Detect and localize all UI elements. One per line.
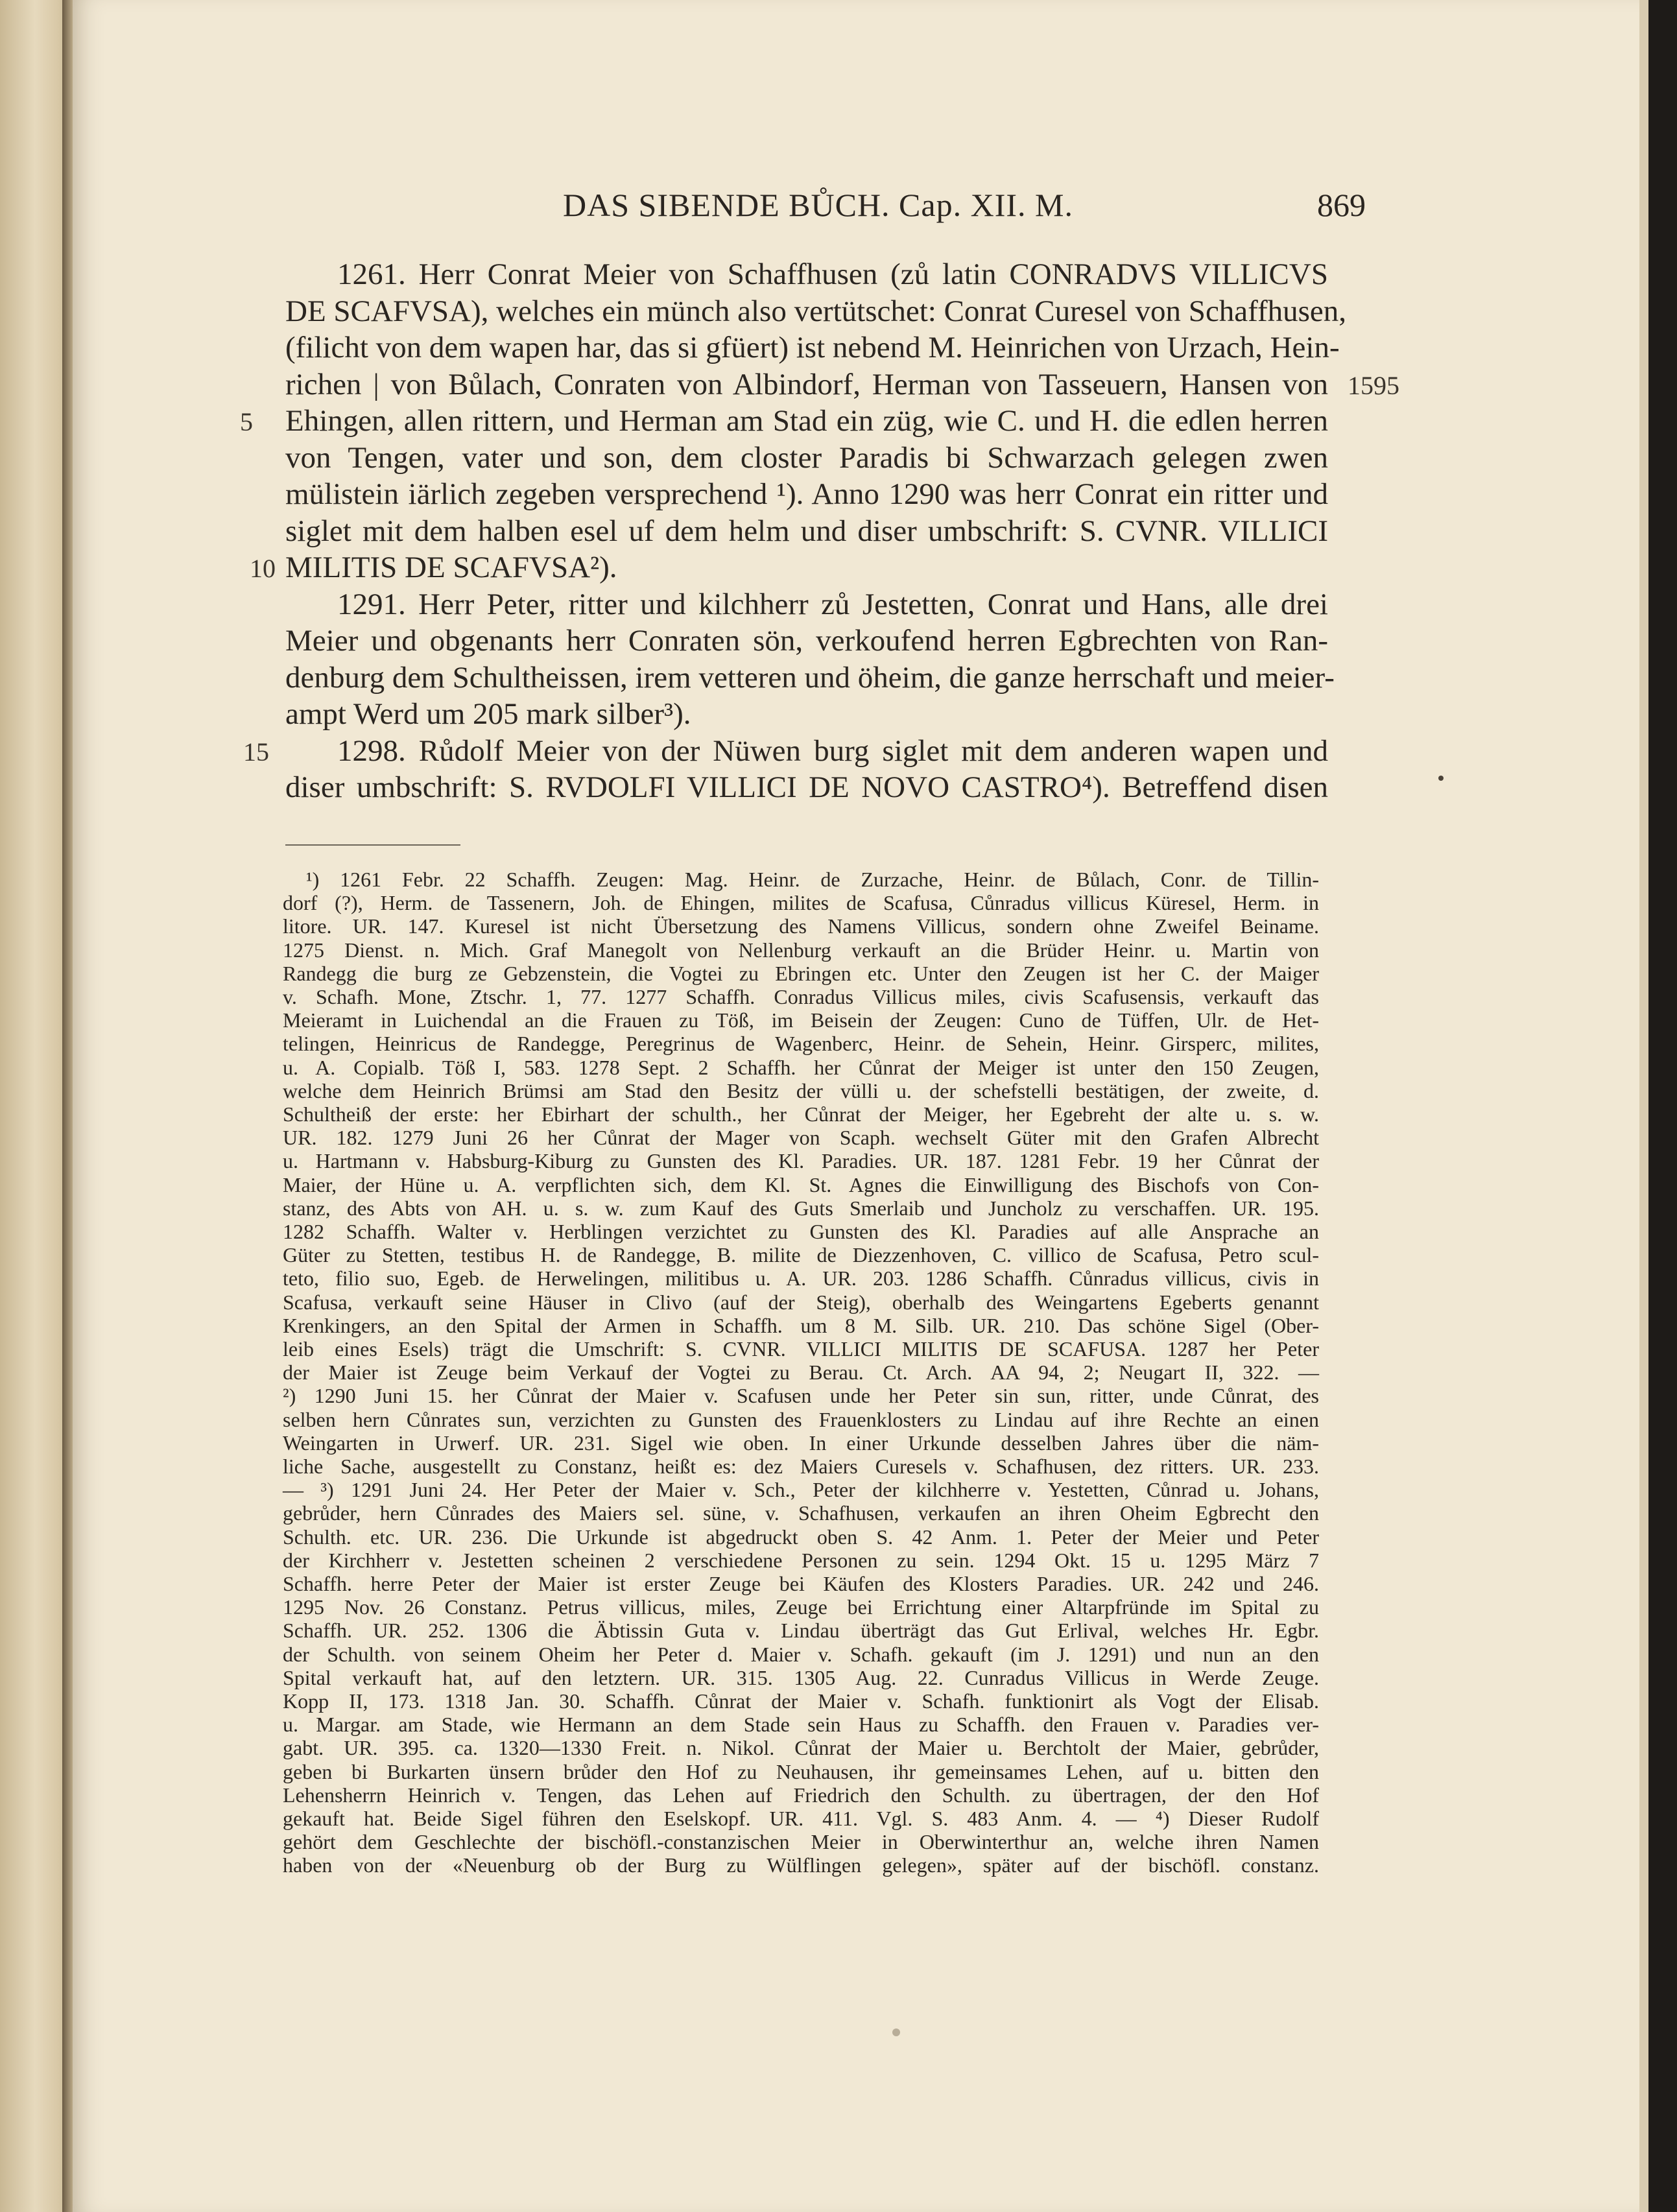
footnote-line: Maier, der Hüne u. A. verpflichten sich, dem Kl. St. Agnes die Einwilligung des Bischofs von Con- <box>283 1172 1319 1196</box>
footnote-line: Güter zu Stetten, testibus H. de Randegge, B. milite de Diezzenhoven, C. villico de Scafusa, Petro scul- <box>283 1243 1319 1267</box>
body-line: diser umbschrift: S. RVDOLFI VILLICI DE NOVO CASTRO⁴). Betreffend disen <box>285 770 1328 804</box>
footnote-line: 1275 Dienst. n. Mich. Graf Manegolt von Nellenburg verkauft an die Brüder Heinr. u. Martin von <box>283 938 1319 962</box>
footnote-line: u. Hartmann v. Habsburg-Kiburg zu Gunsten des Kl. Paradies. UR. 187. 1281 Febr. 19 her Cůnrat der <box>283 1149 1319 1173</box>
footnote-line: ¹) 1261 Febr. 22 Schaffh. Zeugen: Mag. Heinr. de Zurzache, Heinr. de Bůlach, Conr. de Tillin- <box>306 868 1319 891</box>
footnote-line: ²) 1290 Juni 15. her Cůnrat der Maier v. Scafusen unde her Peter sin sun, ritter, unde Cůnrat, des <box>283 1384 1319 1408</box>
footnote-line: gabt. UR. 395. ca. 1320—1330 Freit. n. Nikol. Cůnrat der Maier u. Berchtolt der Maier, gebrůder, <box>283 1736 1319 1760</box>
footnote-line: Schaffh. herre Peter der Maier ist erster Zeuge bei Käufen des Klosters Paradies. UR. 242 und 246. <box>283 1572 1319 1595</box>
footnote-line: Randegg die burg ze Gebzenstein, die Vogtei zu Ebringen etc. Unter den Zeugen ist her C. der Maiger <box>283 961 1319 985</box>
footnote-line: UR. 182. 1279 Juni 26 her Cůnrat der Mager von Scaph. wechselt Güter mit den Grafen Albrecht <box>283 1126 1319 1150</box>
page-number: 869 <box>1317 187 1366 223</box>
footnote-line: Kopp II, 173. 1318 Jan. 30. Schaffh. Cůnrat der Maier v. Schafh. funktionirt als Vogt der Elisab. <box>283 1689 1319 1713</box>
footnote-line: der Kirchherr v. Jestetten scheinen 2 verschiedene Personen zu sein. 1294 Okt. 15 u. 1295 März 7 <box>283 1548 1319 1572</box>
body-line: (filicht von dem wapen har, das si gfüert) ist nebend M. Heinrichen von Urzach, Hein- <box>285 331 1340 364</box>
body-line: mülistein iärlich zegeben versprechend ¹). Anno 1290 was herr Conrat ein ritter und <box>285 477 1328 511</box>
footnote-rule <box>285 844 460 846</box>
body-line: von Tengen, vater und son, dem closter Paradis bi Schwarzach gelegen zwen <box>285 440 1328 475</box>
footnote-line: Krenkingers, an den Spital der Armen in Schaffh. um 8 M. Silb. UR. 210. Das schöne Sigel (Ober- <box>283 1313 1319 1337</box>
footnote-line: haben von der «Neuenburg ob der Burg zu Wülflingen gelegen», später auf der bischöfl. constanz. <box>283 1853 1319 1877</box>
footnote-line: Spital verkauft hat, auf den letztern. UR. 315. 1305 Aug. 22. Cunradus Villicus in Werde Zeuge. <box>283 1665 1319 1689</box>
footnote-line: dorf (?), Herm. de Tassenern, Joh. de Ehingen, milites de Scafusa, Cůnradus villicus Küresel, Herm. in <box>283 891 1319 915</box>
footnote-line: Meieramt in Luichendal an die Frauen zu Töß, im Beisein der Zeugen: Cuno de Tüffen, Ulr. de Het- <box>283 1008 1319 1032</box>
body-line: 1261. Herr Conrat Meier von Schaffhusen (zů latin CONRADVS VILLICVS <box>337 257 1328 291</box>
body-line: richen | von Bůlach, Conraten von Albindorf, Herman von Tasseuern, Hansen von <box>285 367 1328 401</box>
footnote-line: Lehensherrn Heinrich v. Tengen, das Lehen auf Friedrich den Schulth. zu übertragen, der den Hof <box>283 1783 1319 1807</box>
footnote-line: der Schulth. von seinem Oheim her Peter d. Maier v. Schafh. gekauft (im J. 1291) und nun an den <box>283 1642 1319 1666</box>
footnote-line: Scafusa, verkauft seine Häuser in Clivo (auf der Steig), oberhalb des Weingartens Egeberts genannt <box>283 1290 1319 1314</box>
running-head <box>563 186 1366 232</box>
margin-line-number: 10 <box>250 554 276 583</box>
footnote-line: geben bi Burkarten ünsern brůder den Hof zu Neuhausen, ihr gemeinsames Lehen, auf u. bitten den <box>283 1759 1319 1783</box>
body-line: siglet mit dem halben esel uf dem helm und diser umbschrift: S. CVNR. VILLICI <box>285 514 1328 548</box>
body-line: ampt Werd um 205 mark silber³). <box>285 697 691 731</box>
footnote-line: u. A. Copialb. Töß I, 583. 1278 Sept. 2 Schaffh. her Cůnrat der Meiger ist unter den 150 Zeugen, <box>283 1055 1319 1079</box>
body-line: 1298. Růdolf Meier von der Nüwen burg siglet mit dem anderen wapen und <box>337 733 1328 768</box>
body-line: Meier und obgenants herr Conraten sön, verkoufend herren Egbrechten von Ran- <box>285 624 1328 658</box>
margin-line-number: 5 <box>240 407 253 436</box>
footnote-line: 1295 Nov. 26 Constanz. Petrus villicus, miles, Zeuge bei Errichtung einer Altarpfründe im Spital zu <box>283 1595 1319 1619</box>
footnote-line: — ³) 1291 Juni 24. Her Peter der Maier v. Sch., Peter der kilchherre v. Yestetten, Cůnrad u. Johans, <box>283 1478 1319 1502</box>
footnote-line: selben hern Cůnrates sun, verzichten zu Gunsten des Frauenklosters zu Lindau auf ihre Rechte an einen <box>283 1407 1319 1431</box>
footnote-line: Weingarten in Urwerf. UR. 231. Sigel wie oben. In einer Urkunde desselben Jahres über die näm- <box>283 1431 1319 1455</box>
margin-line-number: 1595 <box>1348 370 1399 400</box>
footnote-line: liche Sache, ausgestellt zu Constanz, heißt es: dez Maiers Curesels v. Schafhusen, dez ritters. UR. 233. <box>283 1455 1319 1478</box>
footnote-line: stanz, des Abts von AH. u. s. w. zum Kauf des Guts Smerlaib und Juncholz zu verschaffen. UR. 195. <box>283 1196 1319 1220</box>
running-head-title: DAS SIBENDE BŮCH. Cap. XII. M. <box>563 187 1073 223</box>
footnote-line: teto, filio suo, Egeb. de Herwelingen, militibus u. A. UR. 203. 1286 Schaffh. Cůnradus villicus, civis in <box>283 1267 1319 1290</box>
body-line: MILITIS DE SCAFVSA²). <box>285 551 617 584</box>
body-line: 1291. Herr Peter, ritter und kilchherr zů Jestetten, Conrat und Hans, alle drei <box>337 587 1328 621</box>
body-line: DE SCAFVSA), welches ein münch also vertütschet: Conrat Curesel von Schaffhusen, <box>285 294 1347 328</box>
footnote-line: telingen, Heinricus de Randegge, Peregrinus de Wagenberc, Heinr. de Sehein, Heinr. Girsperc, milites, <box>283 1032 1319 1056</box>
footnote-line: gehört dem Geschlechte der bischöfl.-constanzischen Meier in Oberwinterthur an, welche ihren Namen <box>283 1830 1319 1854</box>
footnote-line: 1282 Schaffh. Walter v. Herblingen verzichtet zu Gunsten des Kl. Paradies auf alle Ansprache an <box>283 1220 1319 1243</box>
footnote-line: gebrůder, hern Cůnrades des Maiers sel. süne, v. Schafhusen, verkaufen an ihren Oheim Egbrecht den <box>283 1501 1319 1525</box>
page-edge-right <box>1639 0 1648 2212</box>
footnote-line: v. Schafh. Mone, Ztschr. 1, 77. 1277 Schaffh. Conradus Villicus miles, civis Scafusensis, verkauft das <box>283 985 1319 1008</box>
footnote-line: litore. UR. 147. Kuresel ist nicht Übersetzung des Namens Villicus, sondern ohne Zweifel Beiname. <box>283 914 1319 938</box>
body-line: Ehingen, allen rittern, und Herman am Stad ein züg, wie C. und H. die edlen herren <box>285 404 1328 438</box>
footnote-line: welche dem Heinrich Brümsi am Stad den Besitz der vülli u. der schefstelli bestätigen, der zweite, d. <box>283 1078 1319 1102</box>
book-gutter <box>62 0 73 2212</box>
footnote-line: der Maier ist Zeuge beim Verkauf der Vogtei zu Berau. Ct. Arch. AA 94, 2; Neugart II, 322. — <box>283 1361 1319 1385</box>
body-line: denburg dem Schultheissen, irem vetteren und öheim, die ganze herrschaft und meier- <box>285 660 1335 695</box>
footnote-line: u. Margar. am Stade, wie Hermann an dem Stade sein Haus zu Schaffh. den Frauen v. Paradies ver- <box>283 1713 1319 1737</box>
footnote-line: Schulth. etc. UR. 236. Die Urkunde ist abgedruckt oben S. 42 Anm. 1. Peter der Meier und Peter <box>283 1525 1319 1549</box>
footnote-line: Schultheiß der erste: her Ebirhart der schulth., her Cůnrat der Meiger, her Egebreht der alte u. s. w. <box>283 1102 1319 1126</box>
footnote-line: gekauft hat. Beide Sigel führen den Eselskopf. UR. 411. Vgl. S. 483 Anm. 4. — ⁴) Dieser Rudolf <box>283 1807 1319 1830</box>
ink-speck <box>1438 776 1444 781</box>
paper-spot <box>892 2028 900 2036</box>
footnote-line: leib eines Esels) trägt die Umschrift: S. CVNR. VILLICI MILITIS DE SCAFUSA. 1287 her Peter <box>283 1337 1319 1361</box>
margin-line-number: 15 <box>243 737 269 767</box>
background-right <box>1648 0 1677 2212</box>
footnote-line: Schaffh. UR. 252. 1306 die Äbtissin Guta v. Lindau überträgt das Gut Erlival, welches Hr. Egbr. <box>283 1619 1319 1643</box>
